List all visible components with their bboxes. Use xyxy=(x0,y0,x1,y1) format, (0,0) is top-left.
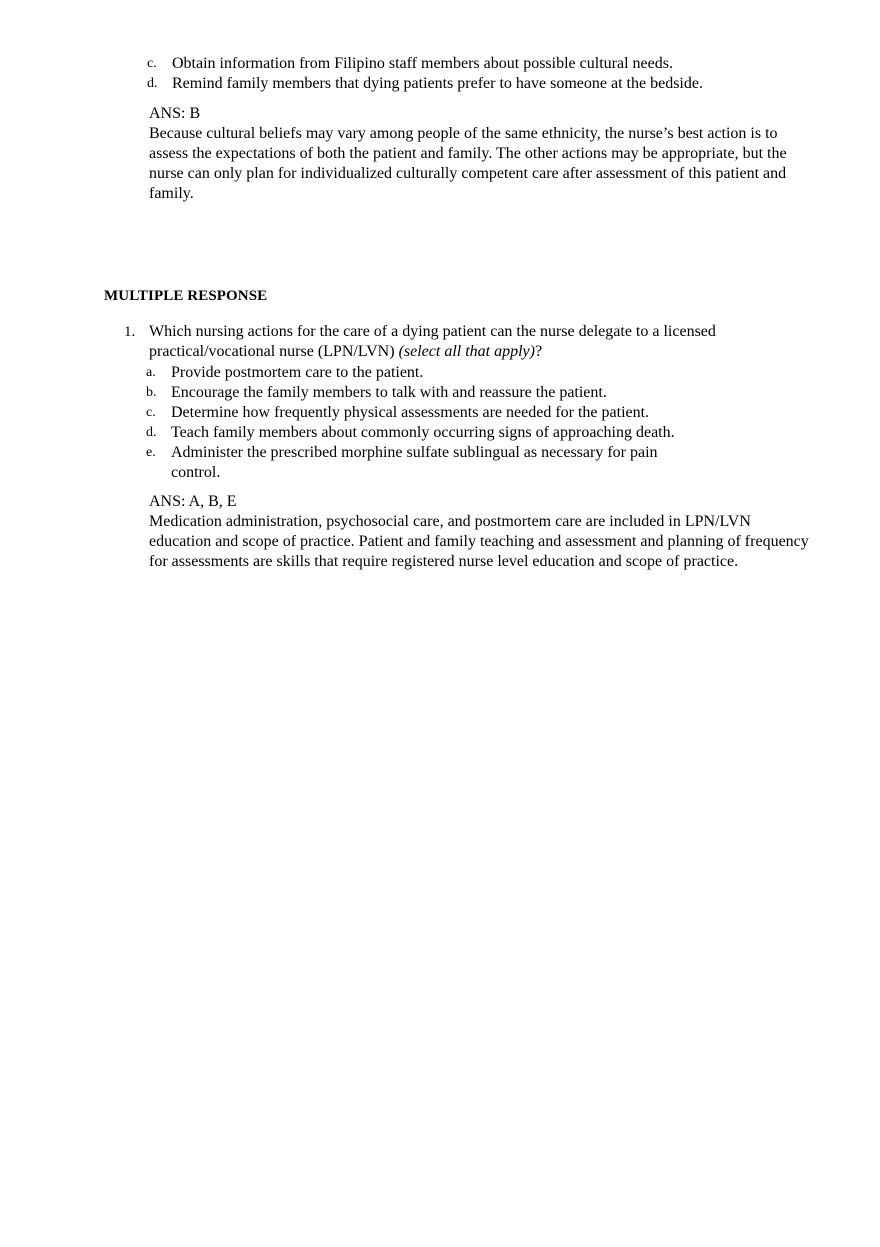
option-letter: c. xyxy=(146,405,156,420)
answer-label: ANS: B xyxy=(149,105,201,122)
question-stem xyxy=(149,322,809,362)
question-stem-instruction: (select all that apply) xyxy=(398,343,535,360)
option-text: Obtain information from Filipino staff members about possible cultural needs. xyxy=(172,55,673,72)
option-text: Administer the prescribed morphine sulfate sublingual as necessary for pain control. xyxy=(171,444,658,481)
answer-label: ANS: A, B, E xyxy=(149,493,237,510)
option-item xyxy=(146,403,806,423)
option-letter: e. xyxy=(146,445,156,460)
option-text: Determine how frequently physical assessments are needed for the patient. xyxy=(171,404,650,421)
option-letter: b. xyxy=(146,385,157,400)
question-options xyxy=(146,363,806,483)
option-text: Remind family members that dying patients prefer to have someone at the bedside. xyxy=(172,75,703,92)
prev-answer-block xyxy=(149,104,801,204)
option-text: Teach family members about commonly occurring signs of approaching death. xyxy=(171,424,675,441)
answer-block xyxy=(149,492,809,572)
rationale-text: Because cultural beliefs may vary among people of the same ethnicity, the nurse’s best action is to assess the expectations of both the patient and family. The other actions may be appropriate, but the nurse can only plan for individualized culturally competent care after assessment of this patient and family. xyxy=(149,125,787,202)
option-letter: a. xyxy=(146,365,156,380)
option-letter: d. xyxy=(147,76,158,91)
question-stem-end: ? xyxy=(534,343,543,360)
option-text: Encourage the family members to talk with and reassure the patient. xyxy=(171,384,607,401)
option-item xyxy=(147,54,807,74)
option-item xyxy=(147,74,807,94)
option-item xyxy=(146,363,806,383)
option-item xyxy=(146,443,806,483)
option-letter: c. xyxy=(147,56,157,71)
question-stem-text: Which nursing actions for the care of a dying patient can the nurse delegate to a licensed practical/vocational nurse (LPN/LVN) xyxy=(149,323,716,360)
section-heading: MULTIPLE RESPONSE xyxy=(104,288,268,304)
option-text: Provide postmortem care to the patient. xyxy=(171,364,424,381)
option-item xyxy=(146,383,806,403)
question-number: 1. xyxy=(124,324,136,340)
rationale-text: Medication administration, psychosocial care, and postmortem care are included in LPN/LVN education and scope of practice. Patient and family teaching and assessment and planning of frequency for assessments are skills that require registered nurse level education and scope of practice. xyxy=(149,513,809,570)
prev-question-options xyxy=(147,54,807,94)
option-item xyxy=(146,423,806,443)
option-letter: d. xyxy=(146,425,157,440)
